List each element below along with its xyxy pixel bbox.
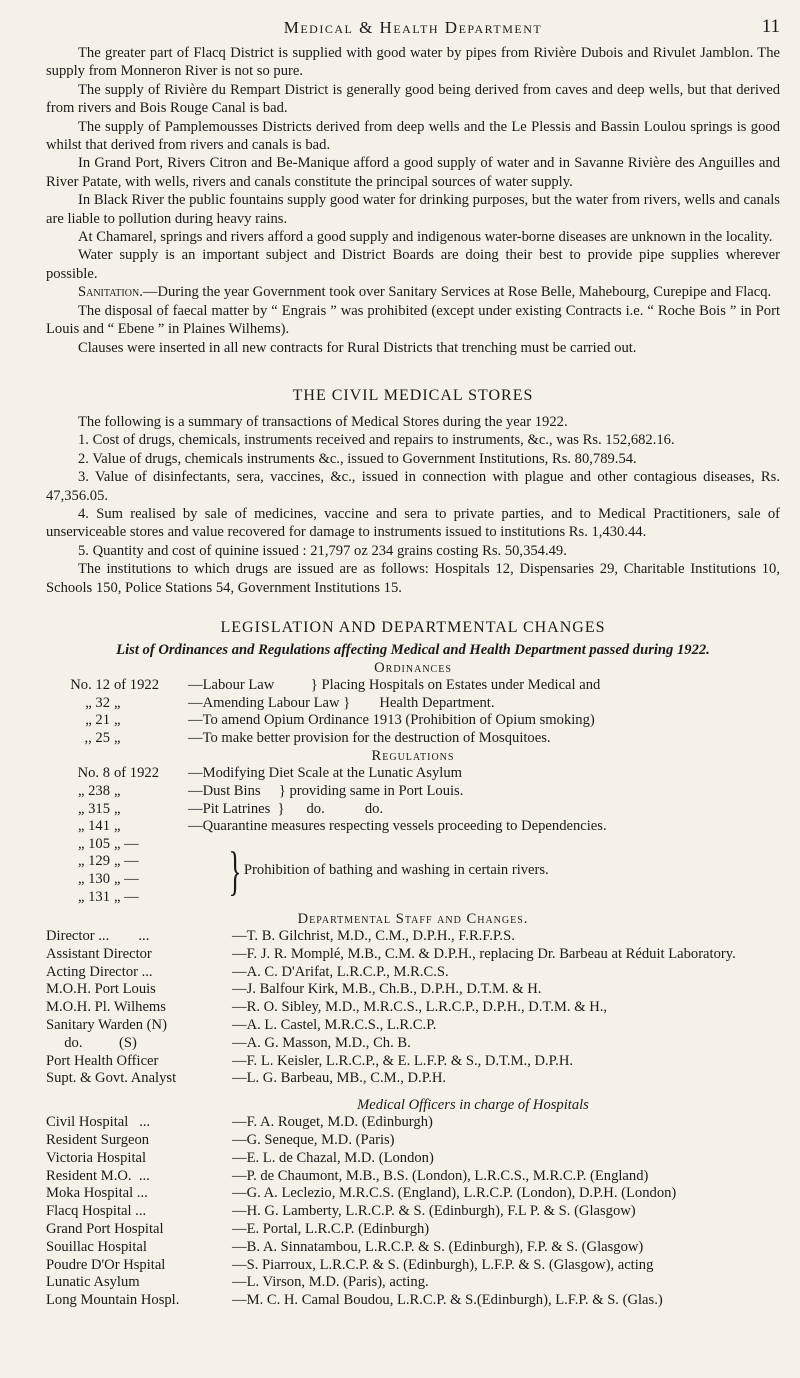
sanitation-label: Sanitation. [78, 284, 143, 301]
page-number: 11 [761, 16, 780, 37]
sanitation-paragraph-2: The disposal of faecal matter by “ Engrais ” was prohibited (except under existing Contracts i.e. “ Roche Bois ” in Port Louis and “ Ebene ” in Plaines Wilhems). [46, 302, 780, 338]
ordinance-row [46, 730, 780, 748]
regulations-heading: Regulations [371, 748, 455, 765]
legislation-heading: LEGISLATION AND DEPARTMENTAL CHANGES [220, 618, 606, 636]
staff-row [46, 946, 780, 964]
regulation-row [46, 801, 780, 819]
regulation-year: „ [114, 818, 121, 835]
hospital-row [46, 1239, 780, 1257]
regulation-number: No. 8 [77, 765, 110, 782]
regulation-desc: —Dust Bins } providing same in Port Louis. [188, 782, 464, 799]
hospital-row [46, 1168, 780, 1186]
ordinance-year: of 1922 [114, 676, 159, 693]
hospital-name: Resident M.O. ... [46, 1167, 150, 1184]
regulation-number: „ 238 [77, 782, 110, 799]
staff-heading: Departmental Staff and Changes. [297, 911, 529, 928]
staff-row [46, 1070, 780, 1088]
ordinance-number: ,, 25 [84, 729, 110, 746]
regulation-year: „ — [114, 888, 139, 905]
stores-item: 2. Value of drugs, chemicals instruments &c., issued to Government Institutions, Rs. 80,789.54. [78, 450, 637, 467]
water-paragraph: In Grand Port, Rivers Citron and Be-Manique afford a good supply of water and in Savanne Rivière des Anguilles and River Patate, with wells, rivers and canals constitute the principal sources of water supply. [46, 155, 780, 190]
ordinance-row [46, 695, 780, 713]
hospital-name: Poudre D'Or Hspital [46, 1256, 166, 1273]
regulation-number: „ 141 [77, 818, 110, 835]
ordinance-desc: —To make better provision for the destruction of Mosquitoes. [188, 729, 551, 746]
staff-person: —L. G. Barbeau, MB., C.M., D.P.H. [232, 1070, 447, 1087]
ordinance-year: „ [114, 694, 121, 711]
ordinance-year: „ [114, 729, 121, 746]
hospital-officer: —P. de Chaumont, M.B., B.S. (London), L.R.C.S., M.R.C.P. (England) [232, 1167, 649, 1184]
hospital-name: Civil Hospital ... [46, 1114, 151, 1131]
ordinance-desc: —Amending Labour Law } Health Department. [188, 694, 495, 711]
hospital-row [46, 1257, 780, 1275]
hospital-officer: —G. Seneque, M.D. (Paris) [232, 1132, 395, 1149]
regulation-row [46, 889, 228, 907]
ordinance-row [46, 677, 780, 695]
staff-row [46, 1035, 780, 1053]
staff-row [46, 1053, 780, 1071]
regulation-year: „ — [114, 835, 139, 852]
hospital-officer: —B. A. Sinnatambou, L.R.C.P. & S. (Edinburgh), F.P. & S. (Glasgow) [232, 1238, 644, 1255]
hospital-officer: —L. Virson, M.D. (Paris), acting. [232, 1274, 429, 1291]
stores-intro: The following is a summary of transactions of Medical Stores during the year 1922. [78, 413, 568, 430]
ordinance-desc: —Labour Law } Placing Hospitals on Estates under Medical and [188, 676, 601, 693]
ordinances-heading: Ordinances [374, 659, 452, 676]
staff-person: —J. Balfour Kirk, M.B., Ch.B., D.P.H., D.T.M. & H. [232, 981, 542, 998]
hospital-row [46, 1203, 780, 1221]
stores-item: 1. Cost of drugs, chemicals, instruments received and repairs to instruments, &c., was Rs. 152,682.16. [78, 432, 675, 449]
water-paragraph: In Black River the public fountains supply good water for drinking purposes, but the water from rivers, wells and canals are liable to pollution during heavy rains. [46, 192, 780, 227]
staff-role: Port Health Officer [46, 1052, 159, 1069]
regulation-number: „ 131 [77, 888, 110, 905]
stores-heading: THE CIVIL MEDICAL STORES [292, 386, 534, 404]
regulation-desc: —Quarantine measures respecting vessels proceeding to Dependencies. [188, 818, 607, 835]
staff-role: Assistant Director [46, 945, 152, 962]
water-paragraph: The supply of Rivière du Rempart District is generally good being derived from caves and deep wells, but that derived from rivers and Bois Rouge Canal is bad. [46, 81, 780, 117]
hospital-row [46, 1292, 780, 1310]
hospital-name: Victoria Hospital [46, 1149, 147, 1166]
hospital-row [46, 1150, 780, 1168]
hospital-officer: —G. A. Leclezio, M.R.C.S. (England), L.R.C.P. (London), D.P.H. (London) [232, 1185, 677, 1202]
ordinance-number: „ 32 [85, 694, 110, 711]
regulation-number: „ 315 [77, 800, 110, 817]
hospital-officer: —M. C. H. Camal Boudou, L.R.C.P. & S.(Edinburgh), L.F.P. & S. (Glas.) [232, 1292, 663, 1309]
sanitation-paragraph-3: Clauses were inserted in all new contracts for Rural Districts that trenching must be carried out. [78, 339, 637, 356]
hospital-officer: —E. L. de Chazal, M.D. (London) [232, 1149, 434, 1166]
staff-role: Acting Director ... [46, 963, 153, 980]
hospital-name: Grand Port Hospital [46, 1221, 164, 1238]
stores-institutions: The institutions to which drugs are issued are as follows: Hospitals 12, Dispensaries 29, Charitable Institutions 10, Schools 150, Police Stations 54, Government Institutions 15. [46, 561, 780, 596]
regulation-year: „ — [114, 853, 139, 870]
ordinance-number: „ 21 [85, 712, 110, 729]
regulation-year: „ [114, 782, 121, 799]
hospital-name: Flacq Hospital ... [46, 1203, 147, 1220]
staff-role: Supt. & Govt. Analyst [46, 1070, 177, 1087]
water-paragraph: The greater part of Flacq District is supplied with good water by pipes from Rivière Dubois and Rivulet Jamblon. The supply from Monneron River is not so pure. [46, 45, 780, 80]
regulation-year: of 1922 [114, 765, 159, 782]
hospital-name: Souillac Hospital [46, 1238, 147, 1255]
staff-person: —A. G. Masson, M.D., Ch. B. [232, 1034, 411, 1051]
hospital-name: Resident Surgeon [46, 1132, 150, 1149]
hospital-officer: —S. Piarroux, L.R.C.P. & S. (Edinburgh), L.F.P. & S. (Glasgow), acting [232, 1256, 654, 1273]
hospital-row [46, 1185, 780, 1203]
staff-row [46, 1017, 780, 1035]
staff-role: do. (S) [46, 1034, 137, 1051]
hospital-name: Moka Hospital ... [46, 1185, 148, 1202]
ordinance-desc: —To amend Opium Ordinance 1913 (Prohibition of Opium smoking) [188, 712, 595, 729]
hospitals-heading: Medical Officers in charge of Hospitals [357, 1097, 589, 1114]
regulation-number: „ 130 [77, 870, 110, 887]
bathing-desc: Prohibition of bathing and washing in certain rivers. [243, 862, 549, 879]
running-head [46, 14, 780, 44]
regulation-number: „ 129 [77, 853, 110, 870]
staff-person: —F. L. Keisler, L.R.C.P., & E. L.F.P. & S., D.T.M., D.P.H. [232, 1052, 574, 1069]
regulation-row [46, 783, 780, 801]
hospital-row [46, 1274, 780, 1292]
regulation-year: „ — [114, 870, 139, 887]
water-paragraph: The supply of Pamplemousses Districts derived from deep wells and the Le Plessis and Bassin Loulou springs is good whilst that derived from rivers and canals is bad. [46, 118, 780, 154]
staff-person: —A. C. D'Arifat, L.R.C.P., M.R.C.S. [232, 963, 449, 980]
regulation-number: „ 105 [77, 835, 110, 852]
sanitation-paragraph [46, 283, 780, 301]
hospital-officer: —H. G. Lamberty, L.R.C.P. & S. (Edinburgh), F.L P. & S. (Glasgow) [232, 1203, 636, 1220]
bathing-regulations [46, 836, 780, 906]
hospital-row [46, 1114, 780, 1132]
ordinance-number: No. 12 [70, 676, 110, 693]
hospital-officer: —E. Portal, L.R.C.P. (Edinburgh) [232, 1221, 430, 1238]
staff-person: —R. O. Sibley, M.D., M.R.C.S., L.R.C.P., D.P.H., D.T.M. & H., [232, 999, 608, 1016]
regulation-row [46, 765, 780, 783]
running-head-title: Medical & Health Department [283, 18, 543, 37]
regulation-year: „ [114, 800, 121, 817]
regulation-row [46, 853, 228, 871]
staff-role: M.O.H. Port Louis [46, 981, 156, 998]
stores-item: 4. Sum realised by sale of medicines, vaccine and sera to private parties, and to Medical Practitioners, sale of unserviceable stores and value recovered for damage to instruments issued to institutions Rs. 1,430.44. [46, 505, 780, 541]
hospital-row [46, 1221, 780, 1239]
staff-row [46, 981, 780, 999]
staff-role: M.O.H. Pl. Wilhems [46, 999, 166, 1016]
ordinance-year: „ [114, 712, 121, 729]
staff-person: —A. L. Castel, M.R.C.S., L.R.C.P. [232, 1017, 437, 1034]
staff-role: Director ... ... [46, 928, 150, 945]
staff-row [46, 964, 780, 982]
right-brace-icon: } [228, 840, 242, 901]
regulation-desc: —Pit Latrines } do. do. [188, 800, 384, 817]
staff-row [46, 999, 780, 1017]
staff-role: Sanitary Warden (N) [46, 1017, 167, 1034]
water-paragraph: At Chamarel, springs and rivers afford a good supply and indigenous water-borne diseases are unknown in the locality. [78, 229, 773, 246]
hospital-name: Long Mountain Hospl. [46, 1292, 180, 1309]
hospital-officer: —F. A. Rouget, M.D. (Edinburgh) [232, 1114, 433, 1131]
staff-person: —F. J. R. Momplé, M.B., C.M. & D.P.H., replacing Dr. Barbeau at Réduit Laboratory. [232, 945, 736, 962]
staff-person: —T. B. Gilchrist, M.D., C.M., D.P.H., F.R.F.P.S. [232, 928, 515, 945]
staff-row [46, 928, 780, 946]
sanitation-text: —During the year Government took over Sanitary Services at Rose Belle, Mahebourg, Curepipe and Flacq. [142, 284, 772, 301]
hospital-name: Lunatic Asylum [46, 1274, 140, 1291]
regulation-row [46, 871, 228, 889]
stores-item: 5. Quantity and cost of quinine issued : 21,797 oz 234 grains costing Rs. 50,354.49. [78, 542, 567, 559]
water-paragraph: Water supply is an important subject and District Boards are doing their best to provide pipe supplies wherever possible. [46, 247, 780, 282]
regulation-desc: —Modifying Diet Scale at the Lunatic Asylum [188, 765, 462, 782]
regulation-row [46, 818, 780, 836]
regulation-row [46, 836, 228, 854]
hospital-row [46, 1132, 780, 1150]
legislation-list-title: List of Ordinances and Regulations affecting Medical and Health Department passed during 1922. [116, 641, 710, 658]
ordinance-row [46, 712, 780, 730]
stores-item: 3. Value of disinfectants, sera, vaccines, &c., issued in connection with plague and other contagious diseases, Rs. 47,356.05. [46, 469, 780, 504]
